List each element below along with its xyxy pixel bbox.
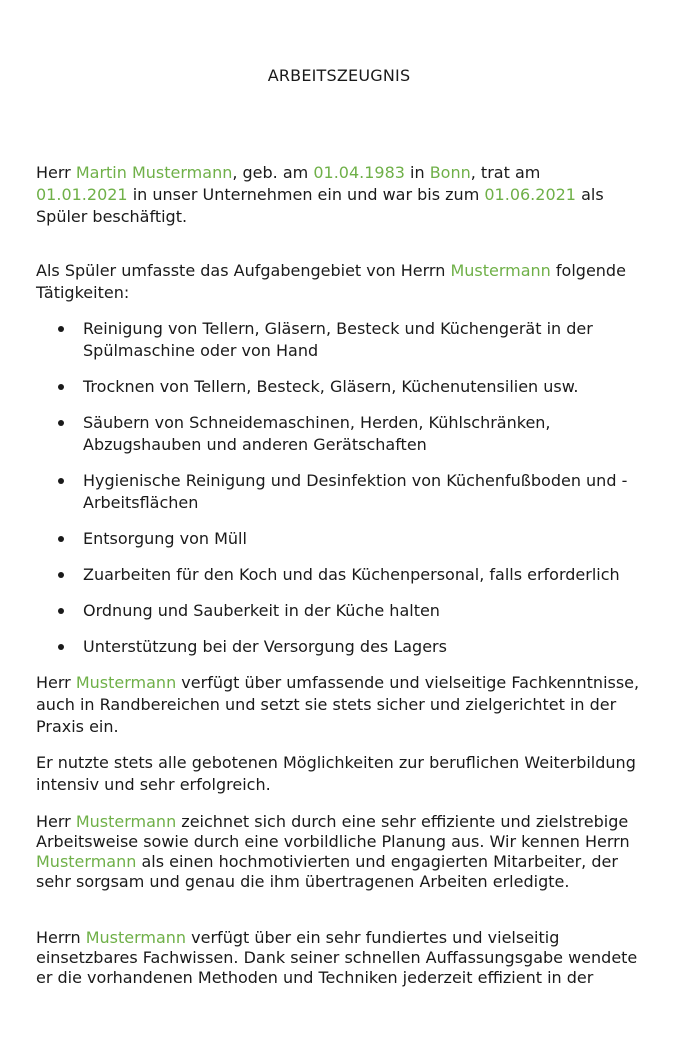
task-item <box>36 564 642 586</box>
expertise-paragraph <box>36 928 642 988</box>
employee-surname: Mustermann <box>85 928 187 947</box>
tasks-intro-text: folgende Tätigkeiten: <box>36 261 626 302</box>
task-item <box>36 318 642 362</box>
intro-text: in unser Unternehmen ein und war bis zum <box>127 185 485 204</box>
document-title: ARBEITSZEUGNIS <box>267 66 411 85</box>
task-text: Entsorgung von Müll <box>83 529 247 548</box>
task-text: Säubern von Schneidemaschinen, Herden, Kühlschränken, Abzugshauben und anderen Gerätschaften <box>83 413 551 454</box>
employee-name: Martin Mustermann <box>75 163 233 182</box>
task-list <box>36 318 642 658</box>
task-text: Ordnung und Sauberkeit in der Küche halten <box>83 601 440 620</box>
tasks-intro-paragraph <box>36 260 642 304</box>
task-text: Reinigung von Tellern, Gläsern, Besteck und Küchengerät in der Spülmaschine oder von Hand <box>83 319 593 360</box>
work-style-paragraph <box>36 812 642 892</box>
intro-text: Herr <box>36 163 76 182</box>
intro-text: als Spüler beschäftigt. <box>36 185 604 226</box>
end-date: 01.06.2021 <box>484 185 576 204</box>
expertise-text: verfügt über ein sehr fundiertes und vielseitig einsetzbares Fachwissen. Dank seiner schnellen Auffassungsgabe wendete er die vorhandenen Methoden und Techniken jederzeit effizient in der <box>36 928 638 987</box>
work-style-text: zeichnet sich durch eine sehr effiziente und zielstrebige Arbeitsweise sowie durch eine vorbildliche Planung aus. Wir kennen Herrn <box>36 812 630 851</box>
bullet-icon <box>58 608 64 614</box>
task-item <box>36 528 642 550</box>
task-text: Zuarbeiten für den Koch und das Küchenpersonal, falls erforderlich <box>83 565 620 584</box>
task-item <box>36 412 642 456</box>
employee-surname: Mustermann <box>36 852 137 871</box>
bullet-icon <box>58 536 64 542</box>
birth-city: Bonn <box>429 163 471 182</box>
start-date: 01.01.2021 <box>36 185 128 204</box>
training-paragraph: Er nutzte stets alle gebotenen Möglichkeiten zur beruflichen Weiterbildung intensiv und sehr erfolgreich. <box>36 753 636 794</box>
bullet-icon <box>58 326 64 332</box>
knowledge-text: Herr <box>36 673 76 692</box>
task-item <box>36 470 642 514</box>
intro-text: , geb. am <box>232 163 314 182</box>
task-item <box>36 636 642 658</box>
expertise-text: Herrn <box>36 928 86 947</box>
task-text: Hygienische Reinigung und Desinfektion von Küchenfußboden und - Arbeitsflächen <box>83 471 628 512</box>
knowledge-text: verfügt über umfassende und vielseitige Fachkenntnisse, auch in Randbereichen und setzt sie stets sicher und zielgerichtet in der Praxis ein. <box>36 673 640 736</box>
work-style-text: Herr <box>36 812 76 831</box>
birth-date: 01.04.1983 <box>313 163 405 182</box>
tasks-intro-text: Als Spüler umfasste das Aufgabengebiet von Herrn <box>36 261 451 280</box>
employee-surname: Mustermann <box>75 673 177 692</box>
bullet-icon <box>58 420 64 426</box>
work-style-text: als einen hochmotivierten und engagierten Mitarbeiter, der sehr sorgsam und genau die ihm übertragenen Arbeiten erledigte. <box>36 852 618 891</box>
intro-text: , trat am <box>470 163 541 182</box>
bullet-icon <box>58 572 64 578</box>
employee-surname: Mustermann <box>450 261 551 280</box>
intro-paragraph <box>36 162 642 228</box>
task-item <box>36 600 642 622</box>
employee-surname: Mustermann <box>75 812 177 831</box>
bullet-icon <box>58 644 64 650</box>
task-text: Unterstützung bei der Versorgung des Lagers <box>83 637 447 656</box>
bullet-icon <box>58 384 64 390</box>
task-item <box>36 376 642 398</box>
knowledge-paragraph <box>36 672 642 738</box>
task-text: Trocknen von Tellern, Besteck, Gläsern, Küchenutensilien usw. <box>83 377 579 396</box>
intro-text: in <box>404 163 430 182</box>
bullet-icon <box>58 478 64 484</box>
